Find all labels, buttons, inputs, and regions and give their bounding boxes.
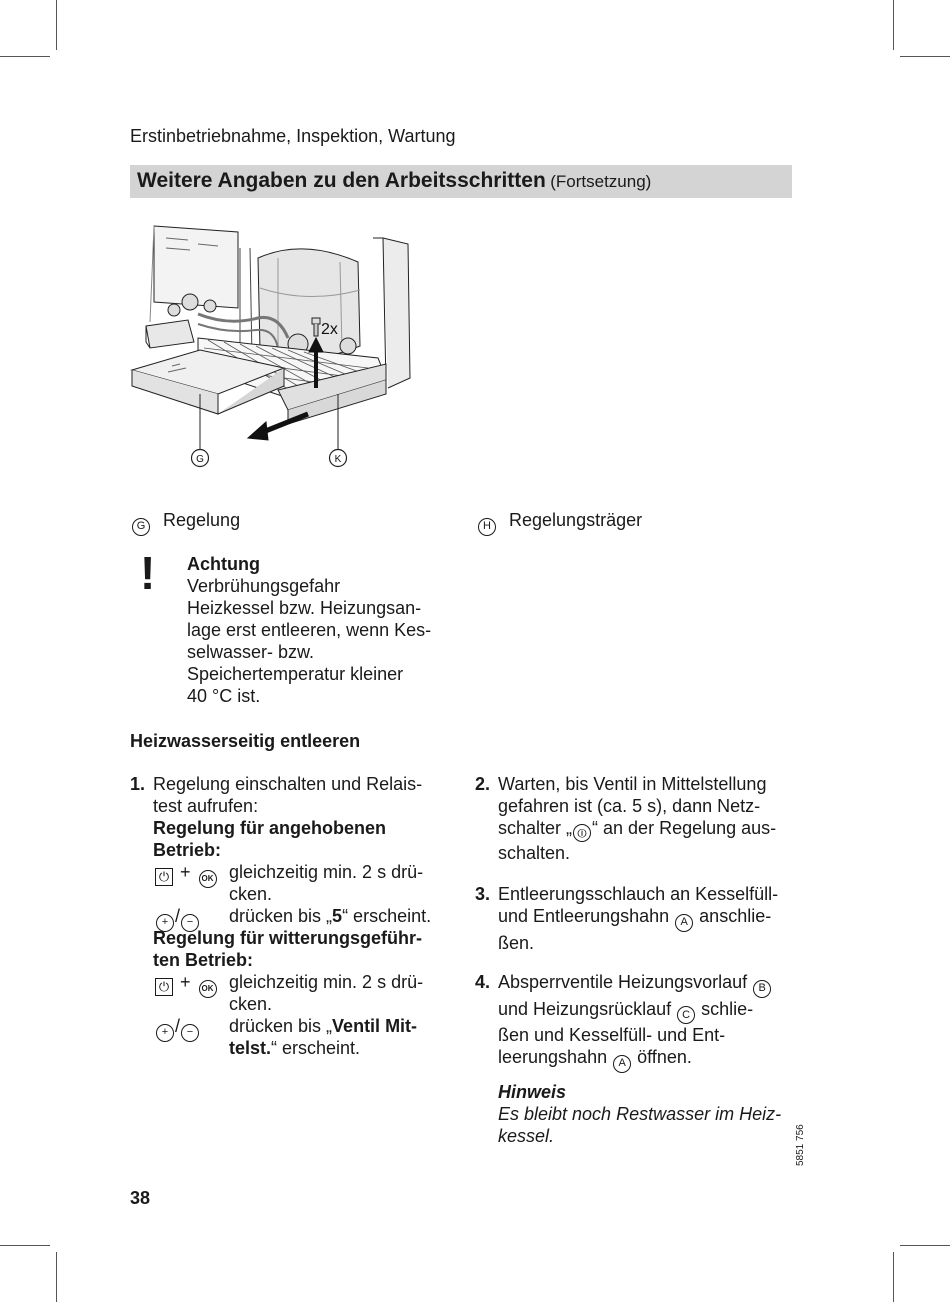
warning-heading: Achtung [187, 554, 260, 574]
instruction-text: “ erscheint. [342, 906, 432, 926]
section-subtitle: (Fortsetzung) [550, 172, 652, 191]
warning-icon: ! [140, 547, 156, 599]
key-row-text [229, 971, 423, 1015]
legend-item-h [477, 509, 642, 536]
plus-key-icon: + [156, 1024, 174, 1042]
display-value: telst. [229, 1038, 272, 1058]
instruction-line: gleichzeitig min. 2 s drü- [229, 862, 424, 882]
step-4-number: 4. [475, 972, 491, 992]
step-4-text: und Heizungsrücklauf [498, 998, 672, 1019]
plus-key-icon: + [156, 914, 174, 932]
mode-b-block [153, 927, 422, 971]
crop-mark [0, 1245, 50, 1246]
mode-a-title: Regelung für angehobenen [153, 818, 387, 838]
callout-k [330, 450, 347, 467]
slash: / [175, 1016, 181, 1036]
warning-line: selwasser- bzw. [187, 642, 315, 662]
step-1-line: test aufrufen: [153, 796, 259, 816]
hint-title: Hinweis [498, 1082, 567, 1102]
step-4-line: ßen und Kesselfüll- und Ent- [498, 1025, 726, 1045]
step-3-text: und Entleerungshahn [498, 906, 670, 926]
power-key-icon: ⏻ [155, 978, 173, 996]
callout-c: C [677, 1006, 695, 1024]
ok-key-icon: OK [199, 980, 217, 998]
callout-g [192, 450, 209, 467]
display-value: 5 [332, 906, 343, 926]
step-3-line: ßen. [498, 932, 535, 953]
step-4-text: öffnen. [637, 1047, 692, 1067]
instruction-text: drücken bis „ [229, 1016, 333, 1036]
plus-sign: + [180, 862, 191, 882]
mode-a-title: Betrieb: [153, 840, 222, 860]
callout-k-label: K [334, 454, 342, 465]
key-row-text [229, 1015, 417, 1059]
warning-line: Heizkessel bzw. Heizungsan- [187, 598, 422, 618]
callout-b: B [753, 980, 771, 998]
warning-block [187, 553, 431, 707]
crop-mark [56, 1252, 57, 1302]
slash: / [175, 906, 181, 926]
crop-mark [56, 0, 57, 50]
callout-a: A [613, 1055, 631, 1073]
step-3-text: anschlie- [699, 906, 772, 926]
page-number: 38 [130, 1188, 151, 1208]
step-2-number: 2. [475, 774, 491, 794]
boiler-illustration [128, 218, 418, 474]
warning-line: Speichertemperatur kleiner [187, 664, 404, 684]
warning-line: 40 °C ist. [187, 686, 261, 706]
instruction-line: gleichzeitig min. 2 s drü- [229, 972, 424, 992]
callout-a: A [675, 914, 693, 932]
step-2-line: Warten, bis Ventil in Mittelstellung [498, 774, 767, 794]
step-4-text: leerungshahn [498, 1047, 608, 1067]
legend-item-g [131, 509, 240, 536]
running-title: Erstinbetriebnahme, Inspektion, Wartung [130, 126, 456, 146]
step-1-number: 1. [130, 774, 146, 794]
step-2-line: gefahren ist (ca. 5 s), dann Netz- [498, 796, 761, 816]
step-4-text: schlie- [701, 998, 754, 1019]
document-number: 5851 756 [795, 1124, 806, 1166]
step-2-text: “ an der Regelung aus- [592, 818, 777, 838]
screw-count-label: 2x [321, 321, 338, 338]
instruction-text: drücken bis „ [229, 906, 333, 926]
step-2-body [498, 773, 776, 864]
key-row-power-ok [155, 861, 218, 888]
crop-mark [893, 0, 894, 50]
key-row-text [229, 905, 431, 927]
step-2-line: schalten. [498, 843, 571, 863]
section-title: Weitere Angaben zu den Arbeitsschritten [137, 169, 546, 192]
minus-key-icon: − [181, 914, 199, 932]
legend-letter-g: G [132, 518, 150, 536]
display-value: Ventil Mit- [332, 1016, 418, 1036]
key-row-power-ok [155, 971, 218, 998]
step-4-text: Absperrventile Heizungsvorlauf [498, 972, 748, 992]
mains-switch-icon: ⏼ [573, 824, 591, 842]
subheading: Heizwasserseitig entleeren [130, 731, 361, 751]
ok-key-icon: OK [199, 870, 217, 888]
step-2-text: schalter „ [498, 818, 573, 838]
crop-mark [900, 1245, 950, 1246]
warning-line: lage erst entleeren, wenn Kes- [187, 620, 432, 640]
hint-line: kessel. [498, 1126, 555, 1146]
callout-g-label: G [196, 454, 204, 465]
legend-text-g: Regelung [163, 510, 241, 530]
instruction-text: “ erscheint. [271, 1038, 361, 1058]
power-key-icon: ⏻ [155, 868, 173, 886]
crop-mark [900, 56, 950, 57]
step-3-body [498, 883, 778, 954]
key-row-plus-minus [155, 1015, 200, 1042]
crop-mark [0, 56, 50, 57]
step-1-body [153, 773, 453, 861]
section-title-bar [130, 165, 792, 198]
hint-block [498, 1081, 781, 1147]
crop-mark [893, 1252, 894, 1302]
mode-b-title: Regelung für witterungsgeführ- [153, 928, 422, 948]
step-4-body [498, 971, 772, 1073]
instruction-line: cken. [229, 994, 273, 1014]
hint-line: Es bleibt noch Restwasser im Heiz- [498, 1104, 782, 1124]
instruction-line: cken. [229, 884, 273, 904]
key-row-text [229, 861, 423, 905]
minus-key-icon: − [181, 1024, 199, 1042]
legend-letter-h: H [478, 518, 496, 536]
legend-text-h: Regelungsträger [509, 510, 643, 530]
step-3-number: 3. [475, 884, 491, 904]
step-1-line: Regelung einschalten und Relais- [153, 774, 423, 794]
warning-line: Verbrühungsgefahr [187, 576, 341, 596]
mode-b-title: ten Betrieb: [153, 950, 254, 970]
plus-sign: + [180, 972, 191, 992]
step-3-line: Entleerungsschlauch an Kesselfüll- [498, 884, 779, 904]
